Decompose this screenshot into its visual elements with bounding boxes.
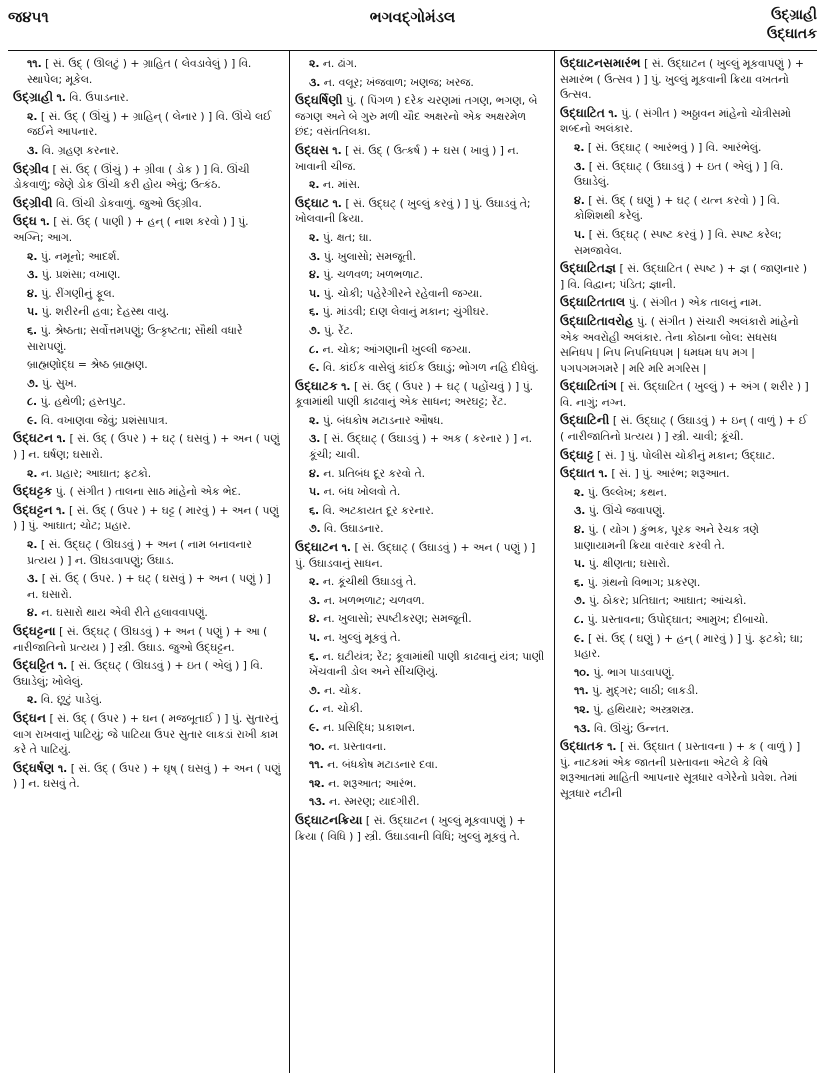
column-1 <box>8 51 289 1073</box>
sense-number: ૪. <box>309 612 320 626</box>
definition-text: ન. પ્રતિબંધ દૂર કરવો તે. <box>323 466 426 480</box>
sense-number: ૩. <box>27 268 39 282</box>
definition-text: [ સં. ઉદ્ઘાટિત ( સ્પષ્ટ ) + જ્ઞ ( જાણનાર ) ] વિ. વિદ્વાન; પંડિત; જ્ઞાની. <box>560 262 808 291</box>
headword: ઉદ્ઘાટ્ટ <box>560 447 594 462</box>
sense-number: ૧. <box>341 541 351 555</box>
sense-number: ૭. <box>309 522 321 536</box>
sense-entry <box>295 776 547 792</box>
dictionary-entry <box>560 448 810 464</box>
sense-number: ૬. <box>309 305 320 319</box>
sense-number: ૧૩. <box>574 721 591 735</box>
headword: ઉદ્ઘર્ષણ <box>13 760 55 775</box>
dictionary-entry <box>13 658 282 689</box>
definition-text: [ સં. ઉદ્ઘટ્ ( સ્પષ્ટ કરવું ) ] વિ. સ્પષ્ટ કરેલ; સમજાવેલ. <box>574 227 782 257</box>
sense-number: ૭. <box>27 376 39 390</box>
sense-number: ૪. <box>309 466 320 480</box>
definition-text: પું. ગ્રંથનો વિભાગ; પ્રકરણ. <box>587 575 701 589</box>
dictionary-entry <box>13 503 282 534</box>
definition-text: [ સં. ] પું. પોલીસ ચોકીનું મકાન; ઉદ્ઘાટ. <box>597 448 776 462</box>
definition-text: [ સં. ઉદ્ ( ઉપર ) + ઘટ્ ( પહોંચવું ) ] પું. કૂવામાંથી પાણી કાઢવાનું એક સાધન; અરઘટ્ટ; રેંટ. <box>295 379 534 409</box>
sense-entry <box>295 593 547 609</box>
definition-text: પું. ( સંગીત ) સંચારી અલંકારો માંહેનો એક અવરોહી અલંકાર. તેના કોઠાના બોલ: સધસધ સનિધપ | નિપ નિપનિધપમ | ધમધમ ધપ મગ | પગપગમગમરે | મરિ મરિ મગરિસ | <box>560 314 799 375</box>
definition-text: ન. ખળભળાટ; ચળવળ. <box>323 593 425 607</box>
sense-entry <box>560 683 810 699</box>
sense-entry <box>295 683 547 699</box>
definition-text: [ સં. ઉદ્ ( ઉપર ) + ઘન ( મજબૂતાઈ ) ] પું. સુતારનું લાગ રાખવાનું પાટિયું; જે પાટિયા ઉપર સુતાર લાકડાં રાખી કામ કરે તે પાટિયું. <box>13 711 278 757</box>
sense-number: ૧૧. <box>574 684 589 698</box>
sense-number: ૮. <box>309 342 320 356</box>
definition-text: [ સં. ઉદ્ઘટ્ ( ઊઘડવું ) + ઇત ( એલું ) ] વિ. ઉઘાડેલું; ખોલેલું. <box>13 659 264 688</box>
dictionary-entry <box>13 196 282 212</box>
sense-number: ૫. <box>27 305 39 319</box>
sense-number: ૧૨. <box>574 702 590 716</box>
dictionary-entry <box>560 295 810 311</box>
headword: ઉદ્ઘાટિતતાલ <box>560 295 626 310</box>
definition-text: પું. સુખ. <box>42 376 77 390</box>
sense-entry <box>13 466 282 482</box>
sense-entry <box>560 612 810 628</box>
dictionary-entry <box>295 196 547 227</box>
sense-number: ૧૧. <box>27 57 42 70</box>
sense-entry <box>560 503 810 519</box>
sense-entry <box>560 721 810 737</box>
sense-entry <box>13 692 282 708</box>
sense-number: ૧૦. <box>309 739 325 753</box>
definition-text: ન. ઘસારો થાય એવી રીતે હલાવવાપણું. <box>41 606 208 620</box>
sense-number: ૩. <box>309 249 321 263</box>
sense-entry <box>295 611 547 627</box>
definition-text: [ સં. ઉદ્ઘાટ્ ( ઉઘાડવું ) + ઇન્ ( વાળું ) + ઈ ( નારીજાતિનો પ્રત્યય ) ] સ્ત્રી. ચાવી; કૂંચી. <box>560 414 808 444</box>
sense-entry <box>560 140 810 156</box>
sense-entry <box>13 413 282 429</box>
definition-text: [ સં. ઉદ્ઘાટન ( ખુલ્લું મૂકવાપણું ) + ક્રિયા ( વિધિ ) ] સ્ત્રી. ઉઘાડવાની વિધિ; ખુલ્લું મૂકવું તે. <box>295 813 526 843</box>
definition-text: ન. બંધકોષ મટાડનાર દવા. <box>327 758 438 772</box>
definition-text: પું. માંડવી; દાણ લેવાનું મકાન; ચુંગીઘર. <box>322 305 489 319</box>
definition-text: પું. ઠોકર; પ્રતિઘાત; આઘાત; આંચકો. <box>589 594 747 608</box>
sense-entry <box>560 193 810 224</box>
sense-number: ૪. <box>574 193 585 207</box>
definition-text: વિ. અટકાયત દૂર કરનાર. <box>322 503 434 517</box>
sense-entry <box>295 739 547 755</box>
sense-number: ૩. <box>309 432 321 446</box>
sense-number: ૫. <box>309 631 321 644</box>
definition-text: વિ. ઉપાડનાર. <box>69 91 129 105</box>
sense-entry <box>295 323 547 339</box>
sense-number: ૩. <box>309 593 321 607</box>
sense-entry <box>295 267 547 283</box>
definition-text: પું. બંધકોષ મટાડનાર ઔષધ. <box>322 413 444 427</box>
headword: ઉદ્ઘર્ષિણી <box>295 93 343 108</box>
headword: ઉદ્ઘાતક <box>560 739 604 754</box>
sense-number: ૧૦. <box>574 665 590 679</box>
definition-text: [ સં. ઉદ્ ( ઊલટું ) + ગ્રાહિત ( લેવડાવેલું ) ] વિ. સ્થાપેલ; મૂકેલ. <box>27 57 252 86</box>
definition-text: પું. ( સંગીત ) અઠ્ઠાવન માંહેનો ચોત્રીસમો શબ્દનો અલંકાર. <box>560 106 791 136</box>
definition-text: [ સં. ઉદ્ ( ઊંચું ) + ગ્રાહિન્ ( લેનાર ) ] વિ. ઊંચે લઈ જઈને આપનાર. <box>27 109 272 139</box>
sense-number: ૪. <box>27 286 38 300</box>
sense-number: ૫. <box>309 485 321 499</box>
sense-entry <box>560 159 810 190</box>
headword: ઉદ્ઘટન <box>13 431 54 446</box>
headword: ઉદ્ઘાટનક્રિયા <box>295 812 363 827</box>
headword: ઉદ્ગ્રીવી <box>13 195 53 210</box>
sense-number: ૮. <box>574 613 585 626</box>
definition-text: ન. ખુલ્લું મૂકવું તે. <box>323 631 401 644</box>
sense-number: ૨. <box>27 693 38 707</box>
dictionary-entry <box>560 379 810 410</box>
dictionary-entry <box>560 106 810 137</box>
definition-text: ન. પ્રસ્તાવના. <box>328 739 387 753</box>
headword: ઉદ્ઘટ્ટિત <box>13 658 55 673</box>
sense-entry <box>295 794 547 810</box>
sense-number: ૩. <box>574 504 586 518</box>
sense-number: ૧. <box>56 91 66 105</box>
sense-number: ૧. <box>57 761 68 775</box>
sense-number: ૧૧. <box>309 758 324 772</box>
sense-entry <box>13 394 282 410</box>
sense-entry <box>560 556 810 572</box>
headword: ઉદ્ઘાત <box>560 466 596 481</box>
sense-entry <box>295 56 547 72</box>
definition-text: [ સં. ઉદ્ ( ઊંચું ) + ગ્રીવા ( ડોક ) ] વિ. ઊંચી ડોકવાળું; જેણે ડોક ઊંચી કરી હોય એવું; ઉત્કંઠ. <box>13 162 250 192</box>
sense-entry <box>295 649 547 680</box>
sense-number: ૧. <box>608 106 618 120</box>
definition-text: ન. ઘટીયંત્ર; રેંટ; કૂવામાંથી પાણી કાઢવાનું યંત્ર; પાણી ખેંચવાની ડોલ અને સીંચણિયું. <box>309 649 545 679</box>
sense-entry <box>560 702 810 718</box>
definition-text: પું. ક્ષીણતા; ઘસારો. <box>588 557 670 571</box>
dictionary-entry <box>13 431 282 462</box>
sense-number: ૨. <box>309 413 320 427</box>
dictionary-entry <box>13 761 282 792</box>
headword: ઉદ્ઘન <box>13 710 47 725</box>
sense-entry <box>13 571 282 602</box>
sense-entry <box>560 665 810 681</box>
sense-entry <box>13 304 282 320</box>
definition-text: [ સં. ઉદ્ ( ઉત્કર્ષ ) + ઘસ ( ખાવું ) ] ન. ખાવાની ચીજ. <box>295 143 519 173</box>
sense-entry <box>13 605 282 621</box>
sense-number: ૧૩. <box>309 795 326 809</box>
guide-words <box>767 6 817 44</box>
headword: ઉદ્ગ્રાહી <box>13 90 54 105</box>
definition-text: વિ. છૂટું પાડેલું. <box>40 693 103 707</box>
headword: ઉદ્ઘ <box>13 214 37 229</box>
sense-entry <box>295 75 547 91</box>
definition-text: પું. પ્રશંસા; વખાણ. <box>41 268 121 282</box>
definition-text: ન. પ્રહાર; આઘાત; ફટકો. <box>40 466 152 480</box>
sense-number: ૮. <box>27 395 38 409</box>
sense-entry <box>13 537 282 568</box>
dictionary-entry <box>560 56 810 103</box>
sense-number: ૬. <box>309 649 320 663</box>
sense-number: ૨. <box>574 485 585 499</box>
page-number: જ૪૫૧ <box>8 8 49 26</box>
sense-number: ૨. <box>309 178 320 192</box>
definition-text: [ સં. ઉદ્ ( ઉપર ) + ઘટ્ ( ઘસવું ) + અન ( પણું ) ] ન. ઘર્ષણ; ઘસારો. <box>13 432 280 462</box>
guide-word-last: ઉદ્ઘાતક <box>766 26 817 42</box>
definition-text: પું. રીંગણીનું ફૂલ. <box>41 286 115 300</box>
headword: ઉદ્ગ્રીવ <box>13 161 50 176</box>
sense-entry <box>560 485 810 501</box>
definition-text: પું. પ્રસ્તાવના; ઉપોદ્ઘાત; આમુખ; દીબાચો. <box>587 613 769 626</box>
definition-text: ન. પ્રસિદ્ધિ; પ્રકાશન. <box>322 720 416 734</box>
definition-text: વિ. ઉઘાડનાર. <box>324 522 384 536</box>
headword: ઉદ્ઘાટક <box>295 378 338 393</box>
headword: ઉદ્ઘસ <box>295 142 329 157</box>
definition-text: વિ. વખાણવા જેવું; પ્રશંસાપાત્ર. <box>40 413 168 427</box>
sense-number: ૪. <box>574 523 585 537</box>
definition-text: પું. ચોકી; પહેરેગીરને રહેવાની જગ્યા. <box>323 286 483 300</box>
definition-text: વિ. ગ્રહણ કરનાર. <box>41 143 120 157</box>
sense-entry <box>295 230 547 246</box>
sense-number: ૩. <box>574 159 586 173</box>
sense-entry <box>560 227 810 258</box>
definition-text: પું. રેંટ. <box>324 323 354 337</box>
sense-entry <box>13 56 282 87</box>
dictionary-entry <box>13 484 282 500</box>
dictionary-entry <box>13 624 282 655</box>
sense-entry <box>13 357 282 373</box>
definition-text: ન. કૂંચીથી ઉઘાડવું તે. <box>322 575 417 589</box>
sense-entry <box>13 323 282 354</box>
sense-entry <box>295 503 547 519</box>
sense-entry <box>13 143 282 159</box>
sense-number: ૫. <box>574 227 586 241</box>
definition-text: ન. માંસ. <box>322 178 361 192</box>
headword: ઉદ્ઘાટિતાંગ <box>560 379 617 394</box>
sense-number: ૩. <box>27 572 39 586</box>
dictionary-entry <box>560 466 810 482</box>
definition-text: પું. નમૂનો; આદર્શ. <box>40 249 120 263</box>
sense-entry <box>295 413 547 429</box>
headword: ઉદ્ઘાટનસમારંભ <box>560 56 641 70</box>
definition-text: [ સં. ઉદ્ઘટ્ ( ખુલ્લું કરવું ) ] પું. ઉઘાડવું તે; ખોલવાની ક્રિયા. <box>295 196 531 226</box>
headword: ઉદ્ઘાટ <box>295 195 330 210</box>
definition-text: [ સં. ઉદ્ ( પાણી ) + હન્ ( નાશ કરવો ) ] પું. અગ્નિ; આગ. <box>13 215 249 244</box>
definition-text: પું. શરીરની હવા; દેહસ્થ વાયુ. <box>41 305 170 319</box>
sense-number: ૨. <box>574 140 585 154</box>
headword: ઉદ્ઘાટન <box>295 540 339 555</box>
sense-number: ૯. <box>574 631 585 645</box>
sense-number: ૨. <box>27 466 38 480</box>
definition-text: ન. ઢાંગ. <box>322 57 358 70</box>
dictionary-entry <box>560 314 810 376</box>
definition-text: પું. ક્ષત; ઘા. <box>322 230 372 244</box>
headword: ઉદ્ઘટ્ટક <box>13 484 53 499</box>
sense-number: ૯. <box>309 720 320 734</box>
sense-number: ૬. <box>574 575 585 589</box>
sense-entry <box>295 757 547 773</box>
definition-text: [ સં. ઉદ્ઘાટ્ ( ઉઘાડવું ) + અક ( કરનાર ) ] ન. કૂંચી; ચાવી. <box>309 432 533 462</box>
sense-entry <box>295 342 547 358</box>
definition-text: [ સં. ઉદ્ઘાત ( પ્રસ્તાવના ) + ક ( વાળું ) ] પું. નાટકમાં એક જાતની પ્રસ્તાવના એટલે કે વિષે શરૂઆતમાં માહિતી આપનાર સૂત્રધાર વગેરેનો પ્રવેશ. તેમાં સૂત્રધાર નટીની <box>560 740 801 800</box>
sense-entry <box>295 249 547 265</box>
definition-text: ન. ચોક; આંગણાની ખુલ્લી જગ્યા. <box>322 342 472 356</box>
sense-entry <box>295 304 547 320</box>
definition-text: [ સં. ઉદ્ ( ઉપર. ) + ઘટ્ ( ઘસવું ) + અન ( પણું ) ] ન. ઘસારો. <box>27 572 271 601</box>
sense-number: ૧૨. <box>309 776 325 790</box>
dictionary-entry <box>13 162 282 193</box>
definition-text: [ સં. ઉદ્ ( ઘણું ) + હન્ ( મારવું ) ] પું. ફટકો; ઘા; પ્રહાર. <box>574 631 804 661</box>
sense-entry <box>560 593 810 609</box>
sense-entry <box>295 431 547 462</box>
sense-number: ૧. <box>56 432 67 446</box>
definition-text: પું. ( સંગીત ) એક તાલનું નામ. <box>628 296 762 310</box>
page-title: ભગવદ્ગોમંડલ <box>369 8 456 26</box>
definition-text: પું. ઉલ્લેખ; કથન. <box>587 485 668 499</box>
definition-text: ન. ચોકી. <box>322 702 363 716</box>
definition-text: વિ. ઊંચું; ઉન્નત. <box>594 721 670 735</box>
definition-text: ન. ચોક. <box>324 683 362 697</box>
sense-entry <box>560 631 810 662</box>
definition-text: પું. ( પિંગળ ) દરેક ચરણમાં તગણ, ભગણ, બે જગણ અને બે ગુરુ મળી ચૌદ અક્ષરનો એક અક્ષરમેળ છંદ; વસંતતિલકા. <box>295 94 538 139</box>
definition-text: [ સં. ઉદ્ઘટ્ ( ઊઘડવું ) + અન ( પણું ) + આ ( નારીજાતિનો પ્રત્યય ) ] સ્ત્રી. ઉઘાડ. જુઓ ઉદ્ઘટ્ટન. <box>13 625 268 654</box>
definition-text: પું. મુદ્ગર; લાઠી; લાકડી. <box>592 684 699 698</box>
sense-number: ૭. <box>309 683 321 697</box>
columns <box>8 51 817 1073</box>
page-header <box>8 6 817 51</box>
headword: ઉદ્ઘાટિતજ્ઞ <box>560 261 617 276</box>
definition-text: [ સં. ઉદ્ઘાટ્ ( આરંભવું ) ] વિ. આરંભેલું. <box>587 140 762 154</box>
sense-entry <box>295 484 547 500</box>
definition-text: ન. બંધ ખોલવો તે. <box>323 485 401 499</box>
sense-number: ૮. <box>309 702 320 716</box>
sense-entry <box>13 267 282 283</box>
column-3 <box>554 51 817 1073</box>
definition-text: પું. ભાગ પાડવાપણું. <box>593 665 675 679</box>
dictionary-entry <box>13 711 282 758</box>
definition-text: [ સં. ઉદ્ઘાટ્ ( ઉઘાડવું ) + અન ( પણું ) ] પું. ઉઘાડવાનું સાધન. <box>295 541 536 570</box>
sense-number: ૧. <box>341 379 351 393</box>
definition-text: [ સં. ઉદ્ ( ઘણું ) + ઘટ્ ( યત્ન કરવો ) ] વિ. કોશિશથી કરેલું. <box>574 193 780 223</box>
dictionary-entry <box>295 540 547 571</box>
sense-entry <box>560 522 810 553</box>
sense-number: ૧. <box>56 503 66 517</box>
definition-text: પું. હથેળી; હસ્તપુટ. <box>40 395 126 409</box>
definition-text: પું. ( સંગીત ) તાલના સાઠ માંહેનો એક ભેદ. <box>55 485 241 499</box>
definition-text: ન. શરૂઆત; આરંભ. <box>328 776 417 790</box>
sense-number: ૧. <box>40 215 50 229</box>
sense-entry <box>295 574 547 590</box>
sense-entry <box>295 286 547 302</box>
definition-text: પું. ( યોગ ) કુંભક, પૂરક અને રેચક ત્રણે પ્રાણાયામની ક્રિયા વારંવાર કરવી તે. <box>574 523 759 552</box>
definition-text: બ્રાહ્મણોદ્ઘ = શ્રેષ્ઠ બ્રાહ્મણ. <box>27 358 148 372</box>
definition-text: ન. ખુલાસો; સ્પષ્ટીકરણ; સમજૂતી. <box>323 612 472 626</box>
column-2 <box>289 51 554 1073</box>
sense-number: ૧. <box>607 740 617 754</box>
sense-number: ૧. <box>332 143 342 157</box>
sense-number: ૭. <box>574 594 586 608</box>
definition-text: પું. ચળવળ; ખળભળાટ. <box>323 268 424 282</box>
sense-number: ૧. <box>57 659 68 673</box>
dictionary-entry <box>295 379 547 410</box>
definition-text: ન. વલૂર; ખંજવાળ; ખણજ; ખરજ. <box>323 75 474 89</box>
headword: ઉદ્ઘાટિની <box>560 413 610 428</box>
sense-entry <box>295 360 547 376</box>
sense-number: ૬. <box>27 323 38 337</box>
guide-word-first: ઉદ્ગ્રાહી <box>770 7 817 23</box>
dictionary-entry <box>13 90 282 106</box>
sense-entry <box>13 249 282 265</box>
sense-entry <box>295 521 547 537</box>
definition-text: [ સં. ઉદ્ઘાટન ( ખુલ્લું મૂકવાપણું ) + સમારંભ ( ઉત્સવ ) ] પું. ખુલ્લું મૂકવાની ક્રિયા વખતનો ઉત્સવ. <box>560 57 804 102</box>
sense-number: ૯. <box>27 413 38 427</box>
sense-number: ૨. <box>27 109 38 123</box>
sense-entry <box>560 575 810 591</box>
sense-entry <box>295 701 547 717</box>
definition-text: [ સં. ઉદ્ઘટ્ ( ઊઘડવું ) + અન ( નામ બનાવનાર પ્રત્યય ) ] ન. ઊઘડવાપણું; ઉઘાડ. <box>27 538 252 567</box>
sense-number: ૪. <box>27 606 38 620</box>
sense-entry <box>295 720 547 736</box>
definition-text: [ સં. ઉદ્ ( ઉપર ) + ઘટ્ટ ( મારવું ) + અન ( પણું ) ] પું. આઘાત; ચોટ; પ્રહાર. <box>13 503 279 533</box>
sense-number: ૩. <box>309 75 321 89</box>
sense-number: ૧. <box>598 467 608 481</box>
dictionary-entry <box>295 813 547 844</box>
definition-text: ન. સ્મરણ; યાદગીરી. <box>329 795 420 809</box>
definition-text: [ સં. ઉદ્ઘાટિત ( ખુલ્લું ) + અંગ ( શરીર ) ] વિ. નાગું; નગ્ન. <box>560 380 809 409</box>
definition-text: [ સં. ઉદ્ ( ઉપર ) + ઘૃષ્ ( ઘસવું ) + અન ( પણું ) ] ન. ઘસવું તે. <box>13 761 281 791</box>
definition-text: પું. ઊંચે જવાપણું. <box>588 504 666 518</box>
dictionary-entry <box>560 261 810 292</box>
definition-text: વિ. ઊંચી ડોકવાળું. જુઓ ઉદ્ગ્રીવ. <box>55 196 202 210</box>
dictionary-entry <box>295 93 547 140</box>
headword: ઉદ્ઘટ્ટના <box>13 624 56 638</box>
dictionary-entry <box>560 739 810 801</box>
definition-text: [ સં. ] પું. આરંભ; શરૂઆત. <box>611 467 730 481</box>
dictionary-entry <box>560 413 810 444</box>
definition-text: વિ. કાંઈક વાસેલું કાંઈક ઉઘાડું; ભોગળ નહિ દીધેલું. <box>322 361 539 375</box>
headword: ઉદ્ઘટ્ટન <box>13 502 53 517</box>
sense-number: ૨. <box>27 538 38 552</box>
definition-text: પું. ખુલાસો; સમજૂતી. <box>323 249 417 263</box>
sense-number: ૨. <box>309 230 320 244</box>
sense-number: ૫. <box>574 557 586 571</box>
sense-number: ૩. <box>27 143 39 157</box>
headword: ઉદ્ઘાટિત <box>560 105 605 120</box>
definition-text: પું. હથિયાર; અસ્ત્રશસ્ત્ર. <box>593 702 694 716</box>
sense-number: ૫. <box>309 286 321 300</box>
sense-entry <box>295 630 547 646</box>
sense-number: ૨. <box>309 575 320 589</box>
sense-entry <box>295 177 547 193</box>
dictionary-entry <box>295 143 547 174</box>
sense-number: ૪. <box>309 268 320 282</box>
definition-text: [ સં. ઉદ્ઘાટ્ ( ઉઘાડવું ) + ઇત ( એલું ) ] વિ. ઉઘાડેલું. <box>574 159 784 189</box>
sense-number: ૯. <box>309 361 320 375</box>
sense-number: ૭. <box>309 323 321 337</box>
sense-number: ૨. <box>309 57 320 70</box>
sense-entry <box>295 466 547 482</box>
sense-number: ૬. <box>309 503 320 517</box>
sense-entry <box>13 109 282 140</box>
headword: ઉદ્ઘાટિતાવરોહ <box>560 313 634 328</box>
sense-number: ૧. <box>332 196 342 210</box>
sense-entry <box>13 376 282 392</box>
sense-number: ૨. <box>27 249 38 263</box>
sense-entry <box>13 286 282 302</box>
definition-text: પું. શ્રેષ્ઠતા; સર્વોત્તમપણું; ઉત્કૃષ્ટતા; સૌથી વધારે સારાપણું. <box>27 323 243 353</box>
dictionary-entry <box>13 214 282 245</box>
